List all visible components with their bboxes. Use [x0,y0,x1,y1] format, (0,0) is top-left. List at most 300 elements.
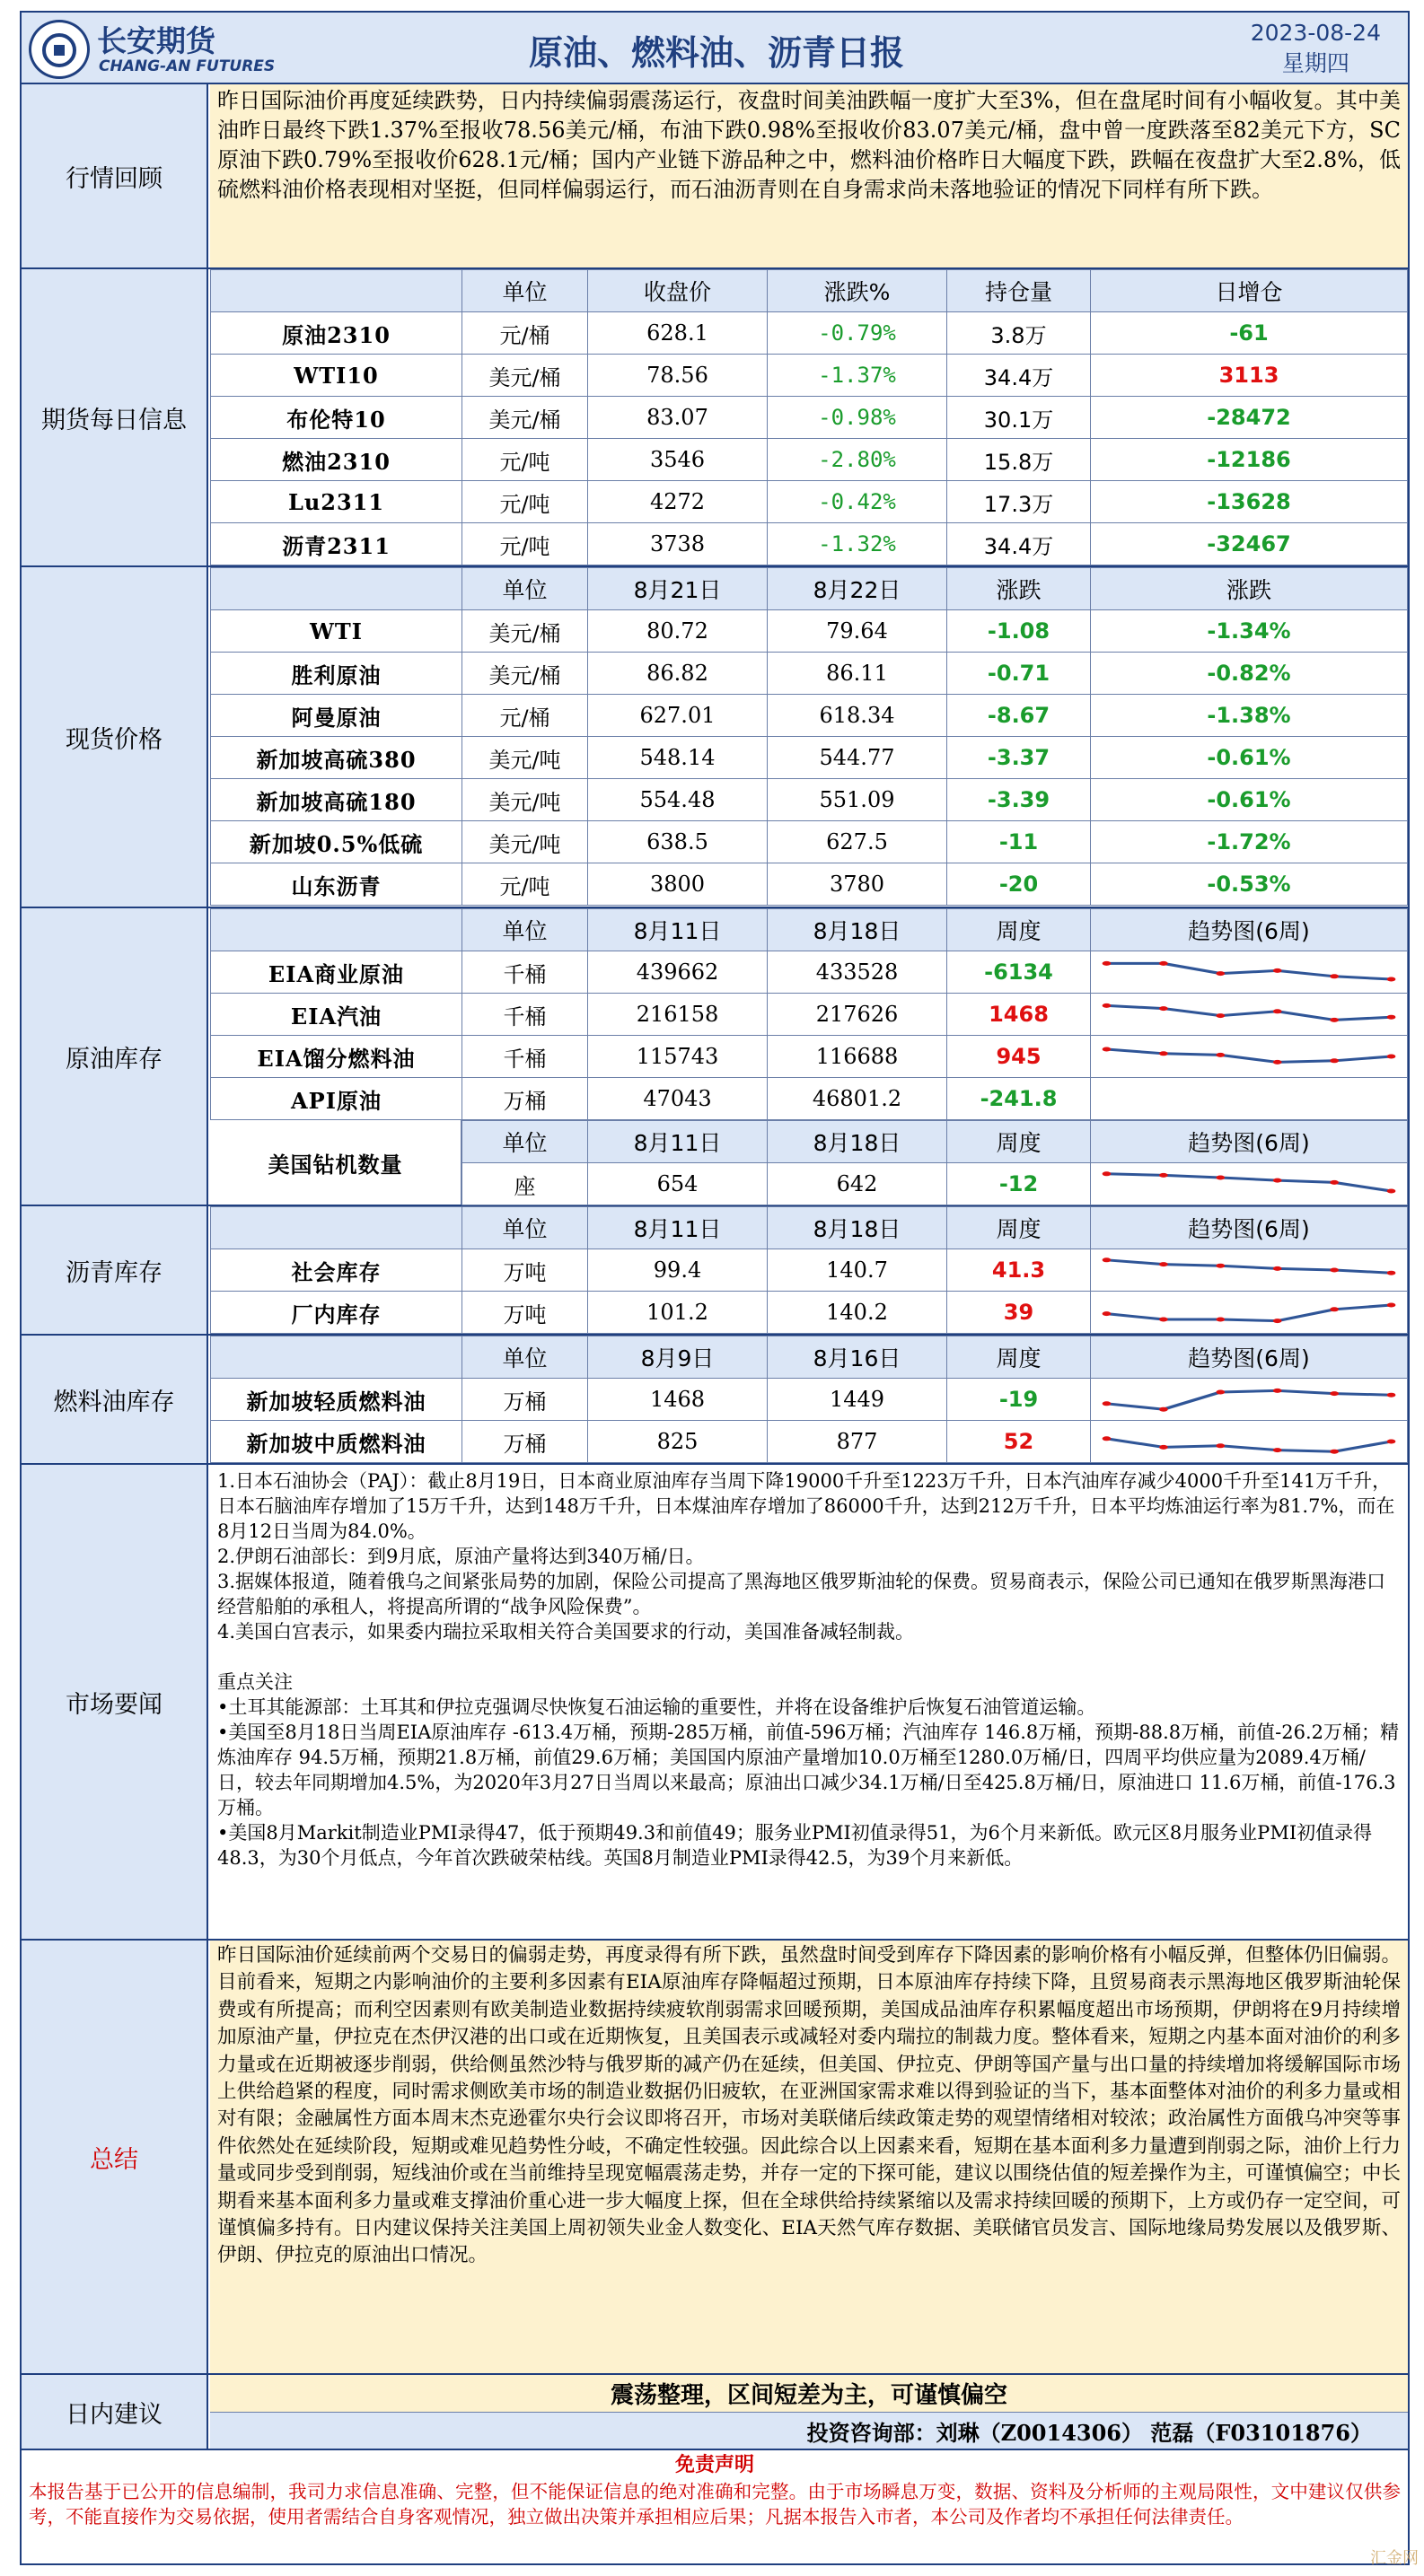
value-week2: 116688 [768,1036,947,1078]
trend-point [1387,977,1396,982]
header-row [211,1336,1408,1379]
price-day1: 80.72 [588,610,768,653]
intraday-advice-label: 日内建议 [22,2375,208,2449]
trend-sparkline [1091,994,1408,1036]
trend-empty [1091,1078,1408,1120]
column-header: 单位 [462,568,588,610]
column-header: 周度 [947,1336,1091,1379]
trend-line [1106,1390,1391,1409]
table-row [211,481,1408,523]
unit-cell: 美元/桶 [462,653,588,695]
column-header: 8月21日 [588,568,768,610]
unit-cell: 元/吨 [462,863,588,906]
news-item: •美国8月Markit制造业PMI录得47，低于预期49.3和前值49；服务业PMI初值录得51，为6个月来新低。欧元区8月服务业PMI初值录得48.3，为30个月低点，今年首次跌破荣枯线。英国8月制造业PMI录得42.5，为39个月来新低。 [217,1822,1373,1869]
weekly-change: -12 [947,1163,1091,1205]
brand-name-cn: 长安期货 [97,23,215,58]
unit-cell: 千桶 [462,951,588,994]
spot-name: 山东沥青 [211,863,462,906]
news-item: 1.日本石油协会（PAJ）：截止8月19日，日本商业原油库存当周下降19000千升至1223万千升，日本汽油库存减少4000千升至141万千升，日本石脑油库存增加了15万千升，达到148万千升，日本煤油库存增加了86000千升，达到212万千升，日本平均炼油运行率为81.7%，而在8月12日当周为84.0%。 [217,1470,1395,1542]
table-row [211,695,1408,737]
change-percent: -0.61% [1091,737,1408,779]
column-header: 趋势图(6周) [1091,909,1408,951]
futures-section [20,269,1410,567]
change-value: -8.67 [947,695,1091,737]
column-header [211,270,462,312]
open-interest: 17.3万 [947,481,1091,523]
spot-table [210,567,1408,906]
change-percent: -0.82% [1091,653,1408,695]
column-header: 单位 [462,1121,588,1163]
trend-line [1106,1005,1391,1020]
news-section [20,1465,1410,1941]
column-header: 8月18日 [768,1121,947,1163]
price-day2: 3780 [768,863,947,906]
trend-point [1103,1171,1112,1176]
trend-sparkline-svg [1093,1038,1405,1074]
contract-name: 燃油2310 [211,439,462,481]
weekly-change: 41.3 [947,1249,1091,1292]
trend-sparkline-svg [1093,1166,1405,1202]
trend-point [1330,1391,1339,1396]
change-percent: -0.61% [1091,779,1408,821]
unit-cell: 元/吨 [462,439,588,481]
close-price: 83.07 [588,397,768,439]
column-header: 周度 [947,1207,1091,1249]
inventory-name: API原油 [211,1078,462,1120]
trend-sparkline-svg [1093,1424,1405,1459]
crude-inventory-section [20,908,1410,1206]
change-value: -1.08 [947,610,1091,653]
news-item: 2.伊朗石油部长：到9月底，原油产量将达到340万桶/日。 [217,1546,705,1567]
column-header: 涨跌 [1091,568,1408,610]
spot-name: 阿曼原油 [211,695,462,737]
trend-point [1330,1058,1339,1063]
trend-point [1103,1436,1112,1441]
trend-point [1159,961,1168,966]
price-day2: 618.34 [768,695,947,737]
price-day2: 79.64 [768,610,947,653]
news-content [210,1465,1408,1939]
trend-line [1106,1049,1391,1062]
price-day1: 3800 [588,863,768,906]
futures-label: 期货每日信息 [22,269,208,565]
value-week1: 101.2 [588,1292,768,1334]
inventory-name: EIA商业原油 [211,951,462,994]
inventory-name: 新加坡轻质燃料油 [211,1379,462,1421]
spot-label: 现货价格 [22,567,208,907]
trend-line [1106,1174,1391,1191]
trend-point [1159,1173,1168,1178]
unit-cell: 美元/桶 [462,610,588,653]
table-row [211,397,1408,439]
trend-point [1159,1262,1168,1266]
trend-point [1159,1006,1168,1011]
market-review-section [20,84,1410,269]
rig-count-table [461,1120,1408,1205]
table-row [211,1421,1408,1463]
contract-name: WTI10 [211,355,462,397]
contract-name: Lu2311 [211,481,462,523]
price-day1: 554.48 [588,779,768,821]
table-row [211,737,1408,779]
crude-inventory-table [210,908,1408,1120]
futures-table [210,269,1408,565]
column-header: 涨跌% [768,270,947,312]
fuel-inventory-section [20,1336,1410,1465]
daily-oi-change: -12186 [1091,439,1408,481]
trend-point [1103,961,1112,966]
table-row [211,1379,1408,1421]
unit-cell: 万吨 [462,1249,588,1292]
change-percent: -0.79% [768,312,947,355]
close-price: 4272 [588,481,768,523]
unit-cell: 座 [462,1163,588,1205]
value-week2: 217626 [768,994,947,1036]
weekly-change: 39 [947,1292,1091,1334]
report-date [1251,18,1381,79]
unit-cell: 美元/吨 [462,737,588,779]
change-value: -11 [947,821,1091,863]
daily-oi-change: -13628 [1091,481,1408,523]
column-header: 单位 [462,909,588,951]
trend-point [1387,1393,1396,1398]
trend-point [1387,1303,1396,1308]
change-percent: -1.72% [1091,821,1408,863]
value-week1: 47043 [588,1078,768,1120]
table-row [211,994,1408,1036]
column-header: 8月18日 [768,1207,947,1249]
contract-name: 原油2310 [211,312,462,355]
change-percent: -1.34% [1091,610,1408,653]
news-item: •美国至8月18日当周EIA原油库存 -613.4万桶，预期-285万桶，前值-596万桶；汽油库存 146.8万桶，预期-88.8万桶，前值-26.2万桶；精炼油库存 94.5万桶，预期21.8万桶，前值29.6万桶；美国国内原油产量增加10.0万桶至1280.0万桶/日，四周平均供应量为2089.4万桶/日，较去年同期增加4.5%，为2020年3月27日当周以来最高；原油出口减少34.1万桶/日至425.8万桶/日，原油进口 11.6万桶，前值-176.3万桶。 [217,1722,1400,1818]
table-row [211,863,1408,906]
spot-section [20,567,1410,908]
unit-cell: 万吨 [462,1292,588,1334]
trend-point [1387,1440,1396,1444]
column-header: 8月11日 [588,1207,768,1249]
trend-point [1216,1318,1225,1322]
header-row [211,568,1408,610]
trend-point [1330,1018,1339,1022]
trend-point [1273,1060,1282,1065]
contract-name: 布伦特10 [211,397,462,439]
value-week1: 825 [588,1421,768,1463]
open-interest: 15.8万 [947,439,1091,481]
trend-point [1159,1318,1168,1322]
table-row [211,653,1408,695]
trend-point [1103,1311,1112,1316]
trend-point [1103,1047,1112,1052]
unit-cell: 元/吨 [462,523,588,565]
inventory-name: 社会库存 [211,1249,462,1292]
news-item [217,1644,1401,1669]
trend-point [1159,1407,1168,1412]
table-row [462,1163,1408,1205]
unit-cell: 万桶 [462,1379,588,1421]
unit-cell: 元/吨 [462,481,588,523]
disclaimer-section [20,2450,1410,2565]
open-interest: 34.4万 [947,523,1091,565]
trend-point [1216,1443,1225,1448]
table-row [211,1249,1408,1292]
spot-name: WTI [211,610,462,653]
change-percent: -0.98% [768,397,947,439]
daily-oi-change: -61 [1091,312,1408,355]
change-value: -0.71 [947,653,1091,695]
column-header: 8月11日 [588,909,768,951]
weekly-change: 945 [947,1036,1091,1078]
price-day1: 627.01 [588,695,768,737]
close-price: 3546 [588,439,768,481]
column-header: 8月16日 [768,1336,947,1379]
change-value: -20 [947,863,1091,906]
table-row [211,439,1408,481]
weekday-text: 星期四 [1281,50,1349,76]
trend-point [1159,1445,1168,1450]
trend-point [1273,1266,1282,1271]
trend-line [1106,963,1391,979]
report-header [20,11,1410,84]
open-interest: 30.1万 [947,397,1091,439]
trend-point [1216,1053,1225,1057]
value-week2: 877 [768,1421,947,1463]
inventory-name: EIA馏分燃料油 [211,1036,462,1078]
trend-point [1273,1448,1282,1452]
unit-cell: 元/桶 [462,695,588,737]
column-header: 持仓量 [947,270,1091,312]
unit-cell: 万桶 [462,1421,588,1463]
trend-sparkline [1091,1292,1408,1334]
column-header: 日增仓 [1091,270,1408,312]
close-price: 628.1 [588,312,768,355]
weekly-change: -241.8 [947,1078,1091,1120]
price-day1: 548.14 [588,737,768,779]
trend-sparkline [1091,1379,1408,1421]
fuel-inventory-table [210,1336,1408,1463]
summary-section [20,1941,1410,2375]
price-day1: 638.5 [588,821,768,863]
table-row [211,821,1408,863]
price-day2: 544.77 [768,737,947,779]
trend-point [1216,1013,1225,1018]
trend-sparkline-svg [1093,1294,1405,1330]
unit-cell: 元/桶 [462,312,588,355]
trend-point [1330,974,1339,978]
trend-point [1330,1450,1339,1454]
asphalt-inventory-section [20,1206,1410,1336]
trend-point [1387,1015,1396,1020]
trend-point [1103,1257,1112,1262]
value-week1: 1468 [588,1379,768,1421]
change-value: -3.37 [947,737,1091,779]
trend-line [1106,1260,1391,1273]
column-header: 周度 [947,909,1091,951]
unit-cell: 美元/桶 [462,355,588,397]
asphalt-inventory-label: 沥青库存 [22,1206,208,1334]
report-page [20,11,1410,2569]
trend-line [1106,1439,1391,1451]
column-header: 单位 [462,270,588,312]
column-header: 趋势图(6周) [1091,1336,1408,1379]
fuel-inventory-label: 燃料油库存 [22,1336,208,1463]
rig-count-name: 美国钻机数量 [210,1120,461,1205]
trend-point [1273,1009,1282,1013]
trend-point [1273,1389,1282,1393]
table-row [211,1036,1408,1078]
table-row [211,779,1408,821]
column-header: 周度 [947,1121,1091,1163]
asphalt-inventory-table [210,1206,1408,1334]
trend-sparkline [1091,1249,1408,1292]
header-row [211,1207,1408,1249]
unit-cell: 美元/吨 [462,821,588,863]
price-day2: 551.09 [768,779,947,821]
column-header: 收盘价 [588,270,768,312]
value-week2: 642 [768,1163,947,1205]
trend-point [1216,1264,1225,1268]
unit-cell: 美元/桶 [462,397,588,439]
trend-sparkline [1091,1421,1408,1463]
market-review-text: 昨日国际油价再度延续跌势，日内持续偏弱震荡运行，夜盘时间美油跌幅一度扩大至3%，但在盘尾时间有小幅收复。其中美油昨日最终下跌1.37%至报收78.56美元/桶，布油下跌0.98%至报收价83.07美元/桶，盘中曾一度跌落至82美元下方，SC原油下跌0.79%至报收价628.1元/桶；国内产业链下游品种之中，燃料油价格昨日大幅度下跌，跌幅在夜盘扩大至2.8%，低硫燃料油价格表现相对坚挺，但同样偏弱运行，而石油沥青则在自身需求尚未落地验证的情况下同样有所下跌。 [210,84,1408,267]
value-week1: 115743 [588,1036,768,1078]
column-header: 8月11日 [588,1121,768,1163]
trend-sparkline [1091,1163,1408,1205]
contract-name: 沥青2311 [211,523,462,565]
table-row [211,1292,1408,1334]
news-label: 市场要闻 [22,1465,208,1939]
change-percent: -1.37% [768,355,947,397]
trend-point [1273,968,1282,973]
news-item: 4.美国白宫表示，如果委内瑞拉采取相关符合美国要求的行动，美国准备减轻制裁。 [217,1621,915,1643]
daily-oi-change: -32467 [1091,523,1408,565]
news-item: 重点关注 [217,1671,293,1693]
close-price: 3738 [588,523,768,565]
weekly-change: 52 [947,1421,1091,1463]
spot-name: 新加坡高硫380 [211,737,462,779]
trend-point [1216,971,1225,976]
trend-point [1330,1268,1339,1273]
change-value: -3.39 [947,779,1091,821]
open-interest: 34.4万 [947,355,1091,397]
open-interest: 3.8万 [947,312,1091,355]
header-row [211,270,1408,312]
brand-name-en: CHANG-AN FUTURES [99,57,276,75]
column-header: 单位 [462,1207,588,1249]
trend-point [1387,1189,1396,1194]
value-week1: 99.4 [588,1249,768,1292]
summary-text: 昨日国际油价延续前两个交易日的偏弱走势，再度录得有所下跌，虽然盘时间受到库存下降因素的影响价格有小幅反弹，但整体仍旧偏弱。目前看来，短期之内影响油价的主要利多因素有EIA原油库存降幅超过预期，日本原油库存持续下降，且贸易商表示黑海地区俄罗斯油轮保费或有所提高；而利空因素则有欧美制造业数据持续疲软削弱需求回暖预期，美国成品油库存积累幅度超出市场预期，伊朗将在9月持续增加原油产量，伊拉克在杰伊汉港的出口或在近期恢复，且美国表示或减轻对委内瑞拉的制裁力度。整体看来，短期之内基本面对油价的利多力量或在近期被逐步削弱，供给侧虽然沙特与俄罗斯的减产仍在延续，但美国、伊拉克、伊朗等国产量与出口量的持续增加将缓解国际市场上供给趋紧的程度，同时需求侧欧美市场的制造业数据仍旧疲软，在亚洲国家需求难以得到验证的当下，基本面整体对油价的利多力量或相对有限；金融属性方面本周末杰克逊霍尔央行会议即将召开，市场对美联储后续政策走势的观望情绪相对较浓；政治属性方面俄乌冲突等事件依然处在延续阶段，短期或难见趋势性分岐，不确定性较强。因此综合以上因素来看，短期在基本面利多力量遭到削弱之际，油价上行力量或同步受到削弱，短线油价或在当前维持呈现宽幅震荡走势，并存一定的下探可能，建议以围绕估值的短差操作为主，可谨慎偏空；中长期看来基本面利多力量或难支撑油价重心进一步大幅度上探，但在全球供给持续紧缩以及需求持续回暖的预期下，上方或仍存一定空间，可谨慎偏多持有。日内建议保持关注美国上周初领失业金人数变化、EIA天然气库存数据、美联储官员发言、国际地缘局势发展以及俄罗斯、伊朗、伊拉克的原油出口情况。 [210,1941,1408,2373]
column-header: 单位 [462,1336,588,1379]
price-day2: 86.11 [768,653,947,695]
value-week2: 140.2 [768,1292,947,1334]
trend-sparkline-svg [1093,1252,1405,1288]
change-percent: -0.53% [1091,863,1408,906]
trend-point [1387,1055,1396,1059]
value-week2: 1449 [768,1379,947,1421]
disclaimer-title: 免责声明 [674,2453,754,2476]
trend-point [1216,1390,1225,1395]
market-review-label: 行情回顾 [22,84,208,267]
spot-name: 新加坡0.5%低硫 [211,821,462,863]
inventory-name: 新加坡中质燃料油 [211,1421,462,1463]
analyst-contact: 投资咨询部：刘琳（Z0014306） 范磊（F03101876） [210,2412,1408,2449]
change-percent: -0.42% [768,481,947,523]
header-row [462,1121,1408,1163]
trend-point [1159,1051,1168,1056]
table-row [211,355,1408,397]
value-week1: 654 [588,1163,768,1205]
value-week2: 140.7 [768,1249,947,1292]
summary-label: 总结 [22,1941,208,2373]
unit-cell: 万桶 [462,1078,588,1120]
disclaimer-text: 本报告基于已公开的信息编制，我司力求信息准确、完整，但不能保证信息的绝对准确和完整。由于市场瞬息万变，数据、资料及分析师的主观局限性，文中建议仅供参考，不能直接作为交易依据，使用者需结合自身客观情况，独立做出决策并承担相应后果；凡据本报告入市者，本公司及作者均不承担任何法律责任。 [29,2481,1401,2528]
table-row [211,1078,1408,1120]
change-percent: -1.32% [768,523,947,565]
column-header: 趋势图(6周) [1091,1207,1408,1249]
column-header: 趋势图(6周) [1091,1121,1408,1163]
close-price: 78.56 [588,355,768,397]
rig-count-block [210,1120,1408,1205]
daily-oi-change: -28472 [1091,397,1408,439]
change-percent: -1.38% [1091,695,1408,737]
date-text: 2023-08-24 [1250,20,1381,46]
unit-cell: 美元/吨 [462,779,588,821]
trend-sparkline-svg [1093,996,1405,1032]
value-week1: 439662 [588,951,768,994]
weekly-change: 1468 [947,994,1091,1036]
intraday-advice-text: 震荡整理，区间短差为主，可谨慎偏空 [210,2375,1408,2412]
column-header: 8月22日 [768,568,947,610]
inventory-name: EIA汽油 [211,994,462,1036]
table-row [211,312,1408,355]
intraday-advice-section [20,2375,1410,2450]
column-header: 8月18日 [768,909,947,951]
spot-name: 胜利原油 [211,653,462,695]
news-item: 3.据媒体报道，随着俄乌之间紧张局势的加剧，保险公司提高了黑海地区俄罗斯油轮的保费。贸易商表示，保险公司已通知在俄罗斯黑海港口经营船舶的承租人，将提高所谓的“战争风险保费”。 [217,1571,1386,1617]
header-row [211,909,1408,951]
daily-oi-change: 3113 [1091,355,1408,397]
watermark-logo: 汇金网 [1370,2549,1419,2568]
report-title: 原油、燃料油、沥青日报 [528,33,904,73]
change-percent: -2.80% [768,439,947,481]
news-item: •土耳其能源部：土耳其和伊拉克强调尽快恢复石油运输的重要性，并将在设备维护后恢复石油管道运输。 [217,1696,1096,1718]
unit-cell: 千桶 [462,1036,588,1078]
spot-name: 新加坡高硫180 [211,779,462,821]
column-header [211,909,462,951]
table-row [211,523,1408,565]
column-header [211,568,462,610]
trend-line [1106,1305,1391,1321]
trend-point [1103,1003,1112,1008]
trend-point [1273,1319,1282,1323]
inventory-name: 厂内库存 [211,1292,462,1334]
value-week2: 433528 [768,951,947,994]
price-day2: 627.5 [768,821,947,863]
trend-point [1216,1175,1225,1179]
column-header: 涨跌 [947,568,1091,610]
trend-sparkline-svg [1093,954,1405,990]
trend-point [1330,1307,1339,1311]
value-week2: 46801.2 [768,1078,947,1120]
trend-point [1273,1178,1282,1183]
crude-inventory-label: 原油库存 [22,908,208,1205]
column-header [211,1207,462,1249]
value-week1: 216158 [588,994,768,1036]
trend-point [1103,1401,1112,1406]
trend-sparkline-svg [1093,1381,1405,1417]
trend-point [1387,1271,1396,1275]
weekly-change: -6134 [947,951,1091,994]
